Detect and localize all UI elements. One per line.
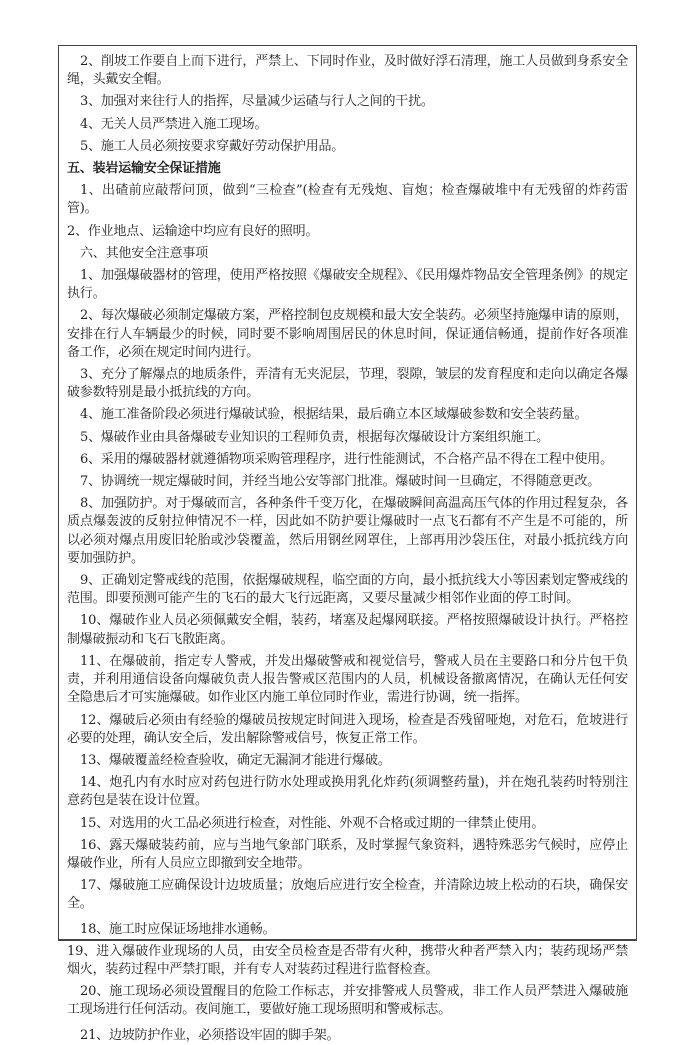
paragraph: 17、爆破施工应确保设计边坡质量；放炮后应进行安全检查，并清除边坡上松动的石块，确保安全。: [67, 878, 628, 912]
paragraph: 18、施工时应保证场地排水通畅。: [80, 921, 276, 937]
paragraph: 2、作业地点、运输途中均应有良好的照明。: [67, 223, 319, 239]
paragraph: 11、在爆破前，指定专人警戒，并发出爆破警戒和视觉信号，警戒人员在主要路口和分片包干负责，并利用通信设备向爆破负责人报告警戒区范围内的人员，机械设备撤离情况，在确认无任何安全隐患后才可实施爆破。如作业区内施工单位同时作业，需进行协调，统一指挥。: [67, 653, 628, 706]
paragraph: 2、每次爆破必须制定爆破方案，严格控制包皮规模和最大安全装药。必须坚持施爆申请的原则，安排在行人车辆最少的时候，同时要不影响周围居民的休息时间，保证通信畅通，提前作好各项准备工作，必须在规定时间内进行。: [67, 308, 628, 360]
paragraph: 20、施工现场必须设置醒目的危险工作标志，并安排警戒人员警戒，非工作人员严禁进入爆破施工现场进行任何活动。夜间施工，要做好施工现场照明和警戒标志。: [67, 984, 628, 1018]
paragraph: 1、出碴前应敲帮问顶，做到“三检查”(检查有无残炮、盲炮；检查爆破堆中有无残留的炸药雷管)。: [67, 183, 628, 217]
paragraph: 16、露天爆破装药前，应与当地气象部门联系，及时掌握气象资料，遇特殊恶劣气候时，应停止爆破作业，所有人员应立即撤到安全地带。: [67, 837, 628, 871]
paragraph: 4、无关人员严禁进入施工现场。: [80, 116, 268, 132]
paragraph: 15、对选用的火工品必须进行检查，对性能、外观不合格或过期的一律禁止使用。: [80, 815, 545, 831]
paragraph: 6、采用的爆破器材就遵循物项采购管理程序，进行性能测试，不合格产品不得在工程中使用。: [80, 451, 613, 467]
document-table-cell: [58, 45, 637, 1043]
paragraph: 六、其他安全注意事项: [80, 245, 209, 261]
paragraph: 1、加强爆破器材的管理，使用严格按照《爆破安全规程》、《民用爆炸物品安全管理条例》的规定执行。: [67, 268, 628, 302]
paragraph: 8、加强防护。对于爆破而言，各种条件千变万化，在爆破瞬间高温高压气体的作用过程复杂，各质点爆轰波的反射拉伸情况不一样，因此如不防护要让爆破时一点飞石都有不产生是不可能的，所以必须对爆点用废旧轮胎或沙袋覆盖，然后用钢丝网罩住，上部再用沙袋压住，对最小抵抗线方向要加强防护。: [67, 496, 628, 566]
paragraph: 21、边坡防护作业，必须搭设牢固的脚手架。: [80, 1027, 340, 1043]
paragraph: 19、进入爆破作业现场的人员，由安全员检查是否带有火种，携带火种者严禁入内；装药现场严禁烟火，装药过程中严禁打眼，并有专人对装药过程进行监督检查。: [67, 943, 628, 977]
paragraph: 14、炮孔内有水时应对药包进行防水处理或换用乳化炸药(须调整药量)，并在炮孔装药时特别注意药包是装在设计位置。: [67, 775, 628, 809]
paragraph: 3、加强对来往行人的指挥，尽量减少运碴与行人之间的干扰。: [80, 94, 434, 110]
paragraph: 12、爆破后必须由有经验的爆破员按规定时间进入现场，检查是否残留哑炮，对危石，危坡进行必要的处理，确认安全后，发出解除警戒信号，恢复正常工作。: [67, 712, 628, 746]
paragraph: 2、削坡工作要自上而下进行，严禁上、下同时作业，及时做好浮石清理，施工人员做到身系安全绳，头戴安全帽。: [67, 54, 628, 88]
paragraph: 7、协调统一规定爆破时间，并经当地公安等部门批准。爆破时间一旦确定，不得随意更改。: [80, 474, 601, 490]
paragraph: 3、充分了解爆点的地质条件，弄清有无夹泥层，节理，裂隙，皱层的发育程度和走向以确定各爆破参数特别是最小抵抗线的方向。: [67, 367, 628, 401]
paragraph: 5、施工人员必须按要求穿戴好劳动保护用品。: [80, 138, 345, 154]
paragraph: 9、正确划定警戒线的范围，依据爆破规程，临空面的方向，最小抵抗线大小等因素划定警戒线的范围。即要预测可能产生的飞石的最大飞行远距离，又要尽量减少相邻作业面的停工时间。: [67, 573, 628, 607]
section-heading: 五、装岩运输安全保证措施: [67, 161, 221, 177]
paragraph: 4、施工准备阶段必须进行爆破试验，根据结果，最后确立本区域爆破参数和安全装药量。: [80, 407, 588, 423]
paragraph: 10、爆破作业人员必须佩戴安全帽，装药，堵塞及起爆网联接。严格按照爆破设计执行。严格控制爆破振动和飞石飞散距离。: [67, 613, 628, 647]
paragraph: 13、爆破覆盖经检查验收，确定无漏洞才能进行爆破。: [80, 752, 391, 768]
paragraph: 5、爆破作业由具备爆破专业知识的工程师负责，根据每次爆破设计方案组织施工。: [80, 429, 549, 445]
